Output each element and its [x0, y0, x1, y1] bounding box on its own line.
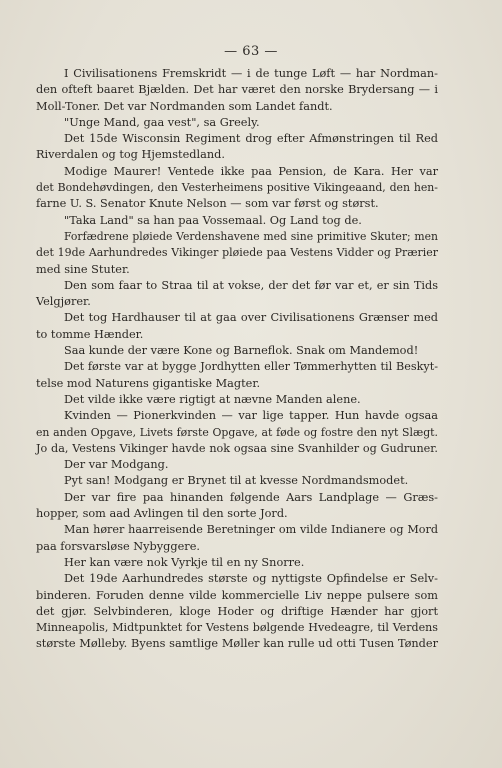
text-line: Riverdalen og tog Hjemstedland. [36, 148, 225, 162]
text-line: Her kan være nok Vyrkje til en ny Snorre. [64, 555, 305, 569]
text-line: to tomme Hænder. [36, 327, 144, 341]
text-line: telse mod Naturens gigantiske Magter. [36, 376, 261, 390]
text-line: Modige Maurer! Ventede ikke paa Pension, de Kara. Her var [64, 164, 438, 178]
text-line: største Mølleby. Byens samtlige Møller kan rulle ud otti Tusen Tønder [36, 637, 438, 651]
text-line: med sine Stuter. [36, 262, 130, 276]
text-line: Der var Modgang. [64, 458, 169, 472]
text-line: Saa kunde der være Kone og Barneflok. Snak om Mandemod! [64, 344, 419, 358]
text-line: det Bondehøvdingen, den Vesterheimens positive Vikingeaand, den hen- [36, 181, 438, 195]
text-line: Det vilde ikke være rigtigt at nævne Manden alene. [64, 392, 361, 406]
text-line: Velgjører. [36, 295, 91, 309]
page-number: — 63 — [224, 44, 278, 59]
text-line: Det tog Hardhauser til at gaa over Civilisationens Grænser med [64, 311, 438, 325]
text-line: Det første var at bygge Jordhytten eller Tømmerhytten til Beskyt- [64, 360, 438, 374]
text-line: Det 15de Wisconsin Regiment drog efter Afmønstringen til Red [64, 132, 438, 146]
text-line: Moll-Toner. Det var Nordmanden som Landet fandt. [36, 99, 333, 113]
text-line: Forfædrene pløiede Verdenshavene med sine primitive Skuter; men [64, 229, 438, 243]
text-line: binderen. Foruden denne vilde kommercielle Liv neppe pulsere som [36, 588, 438, 602]
text-line: Pyt san! Modgang er Brynet til at kvesse Nordmandsmodet. [64, 474, 409, 488]
text-line: det 19de Aarhundredes Vikinger pløiede paa Vestens Vidder og Prærier [36, 246, 438, 260]
text-line: Kvinden — Pionerkvinden — var lige tapper. Hun havde ogsaa [64, 409, 438, 423]
text-line: I Civilisationens Fremskridt — i de tunge Løft — har Nordman- [64, 67, 438, 80]
text-line: "Unge Mand, gaa vest", sa Greely. [64, 115, 260, 129]
body-text [36, 66, 438, 653]
text-line: hopper, som aad Avlingen til den sorte Jord. [36, 507, 288, 521]
text-line: Den som faar to Straa til at vokse, der det før var et, er sin Tids [64, 278, 438, 292]
text-line: paa forsvarsløse Nybyggere. [36, 539, 200, 553]
text-line: farne U. S. Senator Knute Nelson — som var først og størst. [36, 197, 379, 211]
text-line: Der var fire paa hinanden følgende Aars Landplage — Græs- [64, 490, 438, 504]
text-line: det gjør. Selvbinderen, kloge Hoder og driftige Hænder har gjort [36, 604, 438, 618]
text-line: "Taka Land" sa han paa Vossemaal. Og Land tog de. [64, 213, 362, 227]
text-line: en anden Opgave, Livets første Opgave, at føde og fostre den nyt Slægt. [36, 425, 438, 439]
text-line: Minneapolis, Midtpunktet for Vestens bølgende Hvedeagre, til Verdens [36, 621, 438, 635]
text-line: Jo da, Vestens Vikinger havde nok ogsaa sine Svanhilder og Gudruner. [36, 441, 438, 455]
text-line: den ofteft baaret Bjælden. Det har været den norske Brydersang — i [36, 83, 438, 97]
text-line: Man hører haarreisende Beretninger om vilde Indianere og Mord [64, 523, 438, 537]
text-line: Det 19de Aarhundredes største og nyttigste Opfindelse er Selv- [64, 572, 438, 586]
